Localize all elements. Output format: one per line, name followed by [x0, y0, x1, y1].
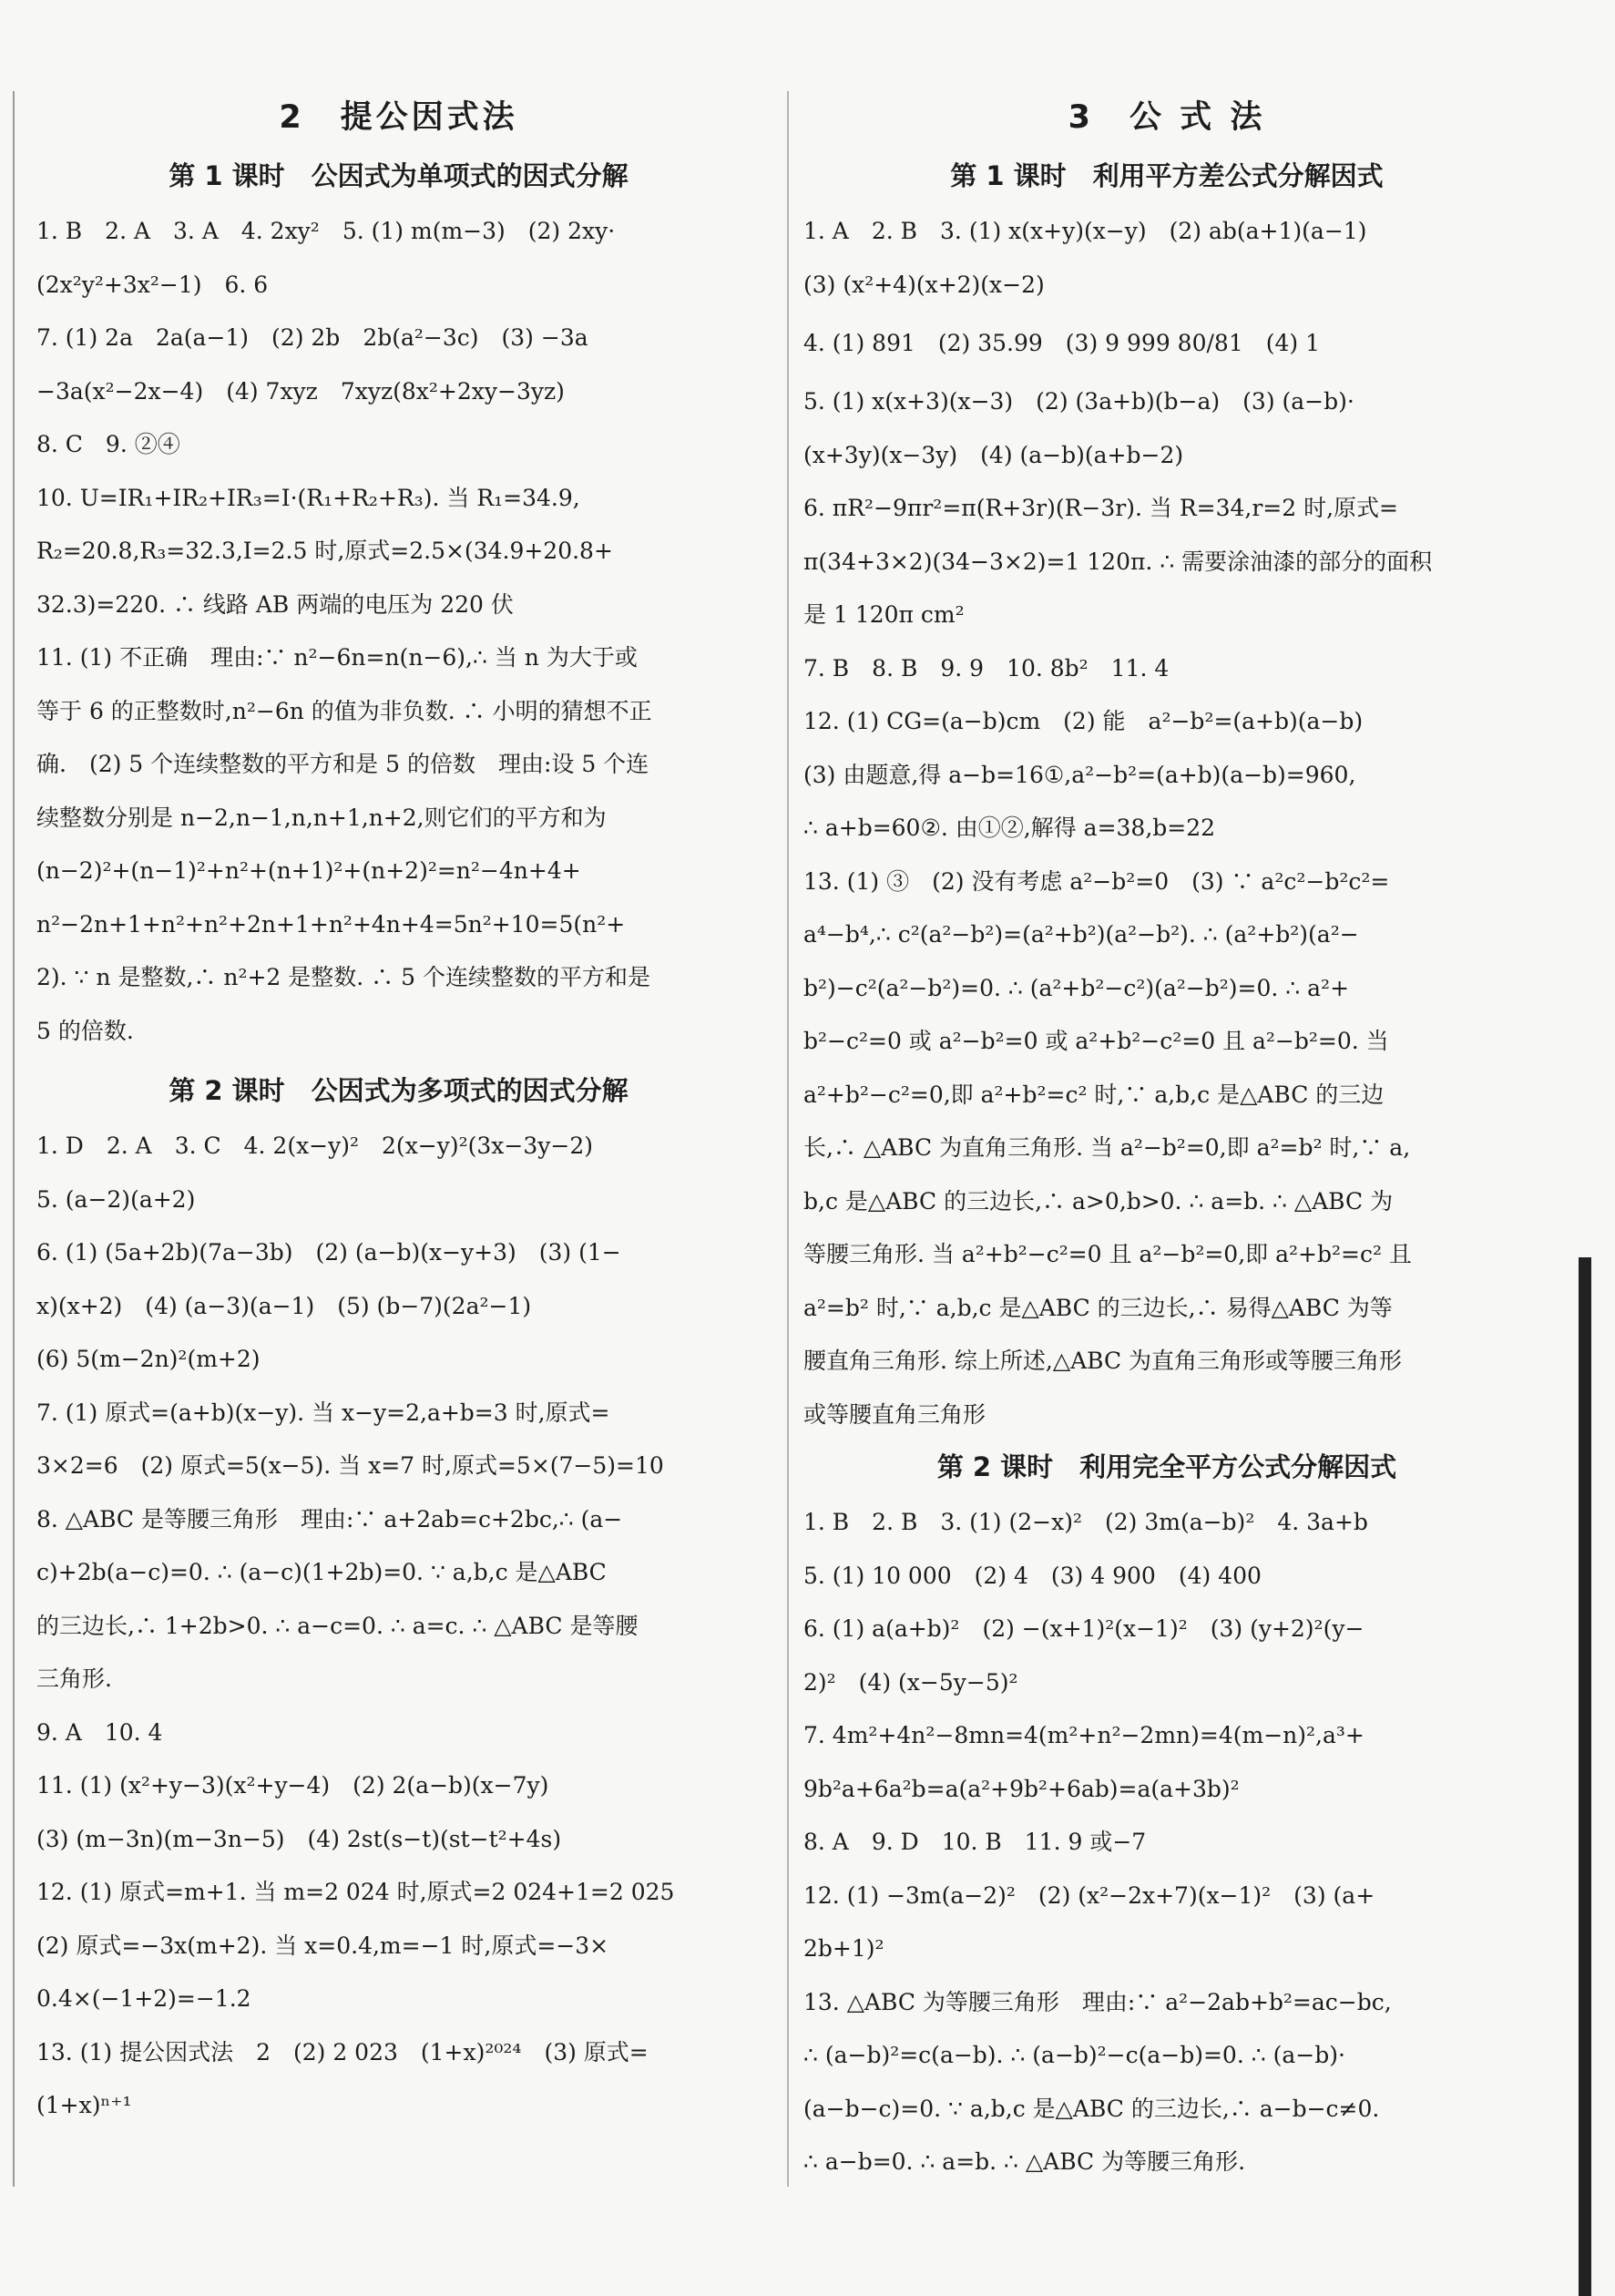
- right-edge-bar: [1579, 1257, 1591, 2296]
- answer-line: 长,∴ △ABC 为直角三角形. 当 a²−b²=0,即 a²=b² 时,∵ a,: [803, 1134, 1411, 1161]
- answer-line: 13. (1) ③ (2) 没有考虑 a²−b²=0 (3) ∵ a²c²−b²c²=: [803, 867, 1390, 895]
- answer-line: 的三边长,∴ 1+2b>0. ∴ a−c=0. ∴ a=c. ∴ △ABC 是等腰: [36, 1612, 639, 1639]
- right-column: [803, 87, 1530, 2189]
- answer-line: 7. B 8. B 9. 9 10. 8b² 11. 4: [803, 654, 1170, 682]
- answer-line: x)(x+2) (4) (a−3)(a−1) (5) (b−7)(2a²−1): [36, 1292, 532, 1319]
- answer-line: b²)−c²(a²−b²)=0. ∴ (a²+b²−c²)(a²−b²)=0. ∴ a²+: [803, 974, 1350, 1001]
- left-margin-rule: [13, 91, 15, 2187]
- answer-line: 3×2=6 (2) 原式=5(x−5). 当 x=7 时,原式=5×(7−5)=10: [36, 1452, 664, 1479]
- answer-line: (n−2)²+(n−1)²+n²+(n+1)²+(n+2)²=n²−4n+4+: [36, 857, 581, 884]
- answer-line: 确. (2) 5 个连续整数的平方和是 5 的倍数 理由:设 5 个连: [36, 751, 649, 777]
- answer-line: 1. B 2. A 3. A 4. 2xy² 5. (1) m(m−3) (2) 2xy·: [36, 218, 616, 244]
- answer-line: R₂=20.8,R₃=32.3,I=2.5 时,原式=2.5×(34.9+20.8+: [36, 538, 613, 564]
- answer-line: π(34+3×2)(34−3×2)=1 120π. ∴ 需要涂油漆的部分的面积: [803, 548, 1433, 575]
- answer-line: (3) 由题意,得 a−b=16①,a²−b²=(a+b)(a−b)=960,: [803, 761, 1356, 788]
- answer-line: 续整数分别是 n−2,n−1,n,n+1,n+2,则它们的平方和为: [36, 804, 607, 831]
- answer-line: c)+2b(a−c)=0. ∴ (a−c)(1+2b)=0. ∵ a,b,c 是△ABC: [36, 1559, 607, 1585]
- answer-line: 0.4×(−1+2)=−1.2: [36, 1985, 251, 2012]
- answer-line: a²+b²−c²=0,即 a²+b²=c² 时,∵ a,b,c 是△ABC 的三边: [803, 1081, 1385, 1108]
- answer-line: 7. (1) 原式=(a+b)(x−y). 当 x−y=2,a+b=3 时,原式=: [36, 1399, 610, 1426]
- answer-line: 9b²a+6a²b=a(a²+9b²+6ab)=a(a+3b)²: [803, 1775, 1240, 1802]
- answer-line: 三角形.: [36, 1666, 112, 1692]
- answer-line: 8. A 9. D 10. B 11. 9 或−7: [803, 1829, 1147, 1855]
- lesson-title: 第 1 课时 利用平方差公式分解因式: [950, 160, 1384, 191]
- answer-block: [803, 1496, 1530, 2189]
- answer-line: 12. (1) −3m(a−2)² (2) (x²−2x+7)(x−1)² (3) (a+: [803, 1881, 1375, 1909]
- answer-line: 13. (1) 提公因式法 2 (2) 2 023 (1+x)²⁰²⁴ (3) 原式=: [36, 2038, 649, 2065]
- answer-line: 或等腰直角三角形: [803, 1400, 986, 1428]
- answer-line: ∴ (a−b)²=c(a−b). ∴ (a−b)²−c(a−b)=0. ∴ (a−b)·: [803, 2042, 1345, 2068]
- answer-line: (3) (x²+4)(x+2)(x−2): [803, 271, 1045, 298]
- answer-line: 8. C 9. ②④: [36, 431, 180, 457]
- answer-line: 12. (1) CG=(a−b)cm (2) 能 a²−b²=(a+b)(a−b): [803, 708, 1364, 734]
- answer-line: 腰直角三角形. 综上所述,△ABC 为直角三角形或等腰三角形: [803, 1348, 1403, 1374]
- answer-line: 32.3)=220. ∴ 线路 AB 两端的电压为 220 伏: [36, 590, 514, 618]
- answer-line: 7. (1) 2a 2a(a−1) (2) 2b 2b(a²−3c) (3) −3a: [36, 324, 588, 351]
- answer-line: 4. (1) 891 (2) 35.99 (3) 9 999 80/81 (4) 1: [803, 330, 1320, 356]
- answer-line: 10. U=IR₁+IR₂+IR₃=I·(R₁+R₂+R₃). 当 R₁=34.9,: [36, 484, 580, 511]
- answer-line: (3) (m−3n)(m−3n−5) (4) 2st(s−t)(st−t²+4s): [36, 1825, 562, 1852]
- answer-line: 5. (a−2)(a+2): [36, 1185, 196, 1213]
- answer-line: 5 的倍数.: [36, 1017, 134, 1044]
- answer-line: 2)² (4) (x−5y−5)²: [803, 1668, 1018, 1696]
- answer-line: 等于 6 的正整数时,n²−6n 的值为非负数. ∴ 小明的猜想不正: [36, 697, 652, 724]
- answer-line: 11. (1) 不正确 理由:∵ n²−6n=n(n−6),∴ 当 n 为大于或: [36, 644, 638, 671]
- answer-line: 6. πR²−9πr²=π(R+3r)(R−3r). 当 R=34,r=2 时,原式=: [803, 495, 1398, 521]
- answer-block: [803, 205, 1530, 1441]
- lesson-title: 第 1 课时 公因式为单项式的因式分解: [169, 160, 629, 191]
- answer-line: 7. 4m²+4n²−8mn=4(m²+n²−2mn)=4(m−n)²,a³+: [803, 1722, 1365, 1748]
- answer-block: [36, 1120, 761, 2133]
- left-column: [36, 87, 761, 2133]
- answer-line: 8. △ABC 是等腰三角形 理由:∵ a+2ab=c+2bc,∴ (a−: [36, 1505, 623, 1532]
- answer-line: b²−c²=0 或 a²−b²=0 或 a²+b²−c²=0 且 a²−b²=0. 当: [803, 1028, 1389, 1054]
- answer-line: 1. A 2. B 3. (1) x(x+y)(x−y) (2) ab(a+1)(a−1): [803, 218, 1367, 244]
- answer-line: a²=b² 时,∵ a,b,c 是△ABC 的三边长,∴ 易得△ABC 为等: [803, 1294, 1393, 1321]
- answer-line: 13. △ABC 为等腰三角形 理由:∵ a²−2ab+b²=ac−bc,: [803, 1988, 1392, 2015]
- lesson-title: 第 2 课时 利用完全平方公式分解因式: [936, 1451, 1397, 1482]
- answer-line: 是 1 120π cm²: [803, 601, 965, 628]
- answer-line: (x+3y)(x−3y) (4) (a−b)(a+b−2): [803, 441, 1184, 468]
- answer-line: 6. (1) (5a+2b)(7a−3b) (2) (a−b)(x−y+3) (3) (1−: [36, 1239, 621, 1266]
- answer-line: 12. (1) 原式=m+1. 当 m=2 024 时,原式=2 024+1=2 025: [36, 1879, 675, 1905]
- answer-line: (6) 5(m−2n)²(m+2): [36, 1346, 261, 1372]
- answer-line: 1. D 2. A 3. C 4. 2(x−y)² 2(x−y)²(3x−3y−2): [36, 1133, 593, 1159]
- answer-line: (1+x)ⁿ⁺¹: [36, 2092, 132, 2118]
- answer-line: ∴ a+b=60②. 由①②,解得 a=38,b=22: [803, 815, 1216, 841]
- answer-line: 9. A 10. 4: [36, 1718, 163, 1746]
- answer-line: (2x²y²+3x²−1) 6. 6: [36, 271, 269, 298]
- answer-line: 6. (1) a(a+b)² (2) −(x+1)²(x−1)² (3) (y+2)²(y−: [803, 1615, 1365, 1642]
- section-title: 2 提公因式法: [279, 99, 518, 136]
- answer-line: ∴ a−b=0. ∴ a=b. ∴ △ABC 为等腰三角形.: [803, 2148, 1246, 2175]
- answer-line: (a−b−c)=0. ∵ a,b,c 是△ABC 的三边长,∴ a−b−c≠0.: [803, 2095, 1380, 2122]
- lesson-title: 第 2 课时 公因式为多项式的因式分解: [169, 1075, 629, 1106]
- column-divider: [787, 91, 789, 2187]
- answer-block: [36, 205, 761, 1058]
- answer-line: b,c 是△ABC 的三边长,∴ a>0,b>0. ∴ a=b. ∴ △ABC 为: [803, 1187, 1394, 1215]
- answer-line: 5. (1) 10 000 (2) 4 (3) 4 900 (4) 400: [803, 1562, 1262, 1589]
- answer-line: (2) 原式=−3x(m+2). 当 x=0.4,m=−1 时,原式=−3×: [36, 1932, 609, 1959]
- answer-line: −3a(x²−2x−4) (4) 7xyz 7xyz(8x²+2xy−3yz): [36, 377, 565, 405]
- answer-line: 11. (1) (x²+y−3)(x²+y−4) (2) 2(a−b)(x−7y): [36, 1772, 549, 1799]
- section-title: 3 公 式 法: [1068, 99, 1266, 136]
- answer-line: n²−2n+1+n²+n²+2n+1+n²+4n+4=5n²+10=5(n²+: [36, 910, 626, 938]
- answer-line: 5. (1) x(x+3)(x−3) (2) (3a+b)(b−a) (3) (a−b)·: [803, 388, 1354, 415]
- answer-line: 1. B 2. B 3. (1) (2−x)² (2) 3m(a−b)² 4. 3a+b: [803, 1509, 1368, 1535]
- answer-line: 2). ∵ n 是整数,∴ n²+2 是整数. ∴ 5 个连续整数的平方和是: [36, 964, 650, 990]
- answer-line: 等腰三角形. 当 a²+b²−c²=0 且 a²−b²=0,即 a²+b²=c² 且: [803, 1241, 1412, 1267]
- answer-line: 2b+1)²: [803, 1935, 884, 1962]
- answer-line: a⁴−b⁴,∴ c²(a²−b²)=(a²+b²)(a²−b²). ∴ (a²+b²)(a²−: [803, 921, 1359, 948]
